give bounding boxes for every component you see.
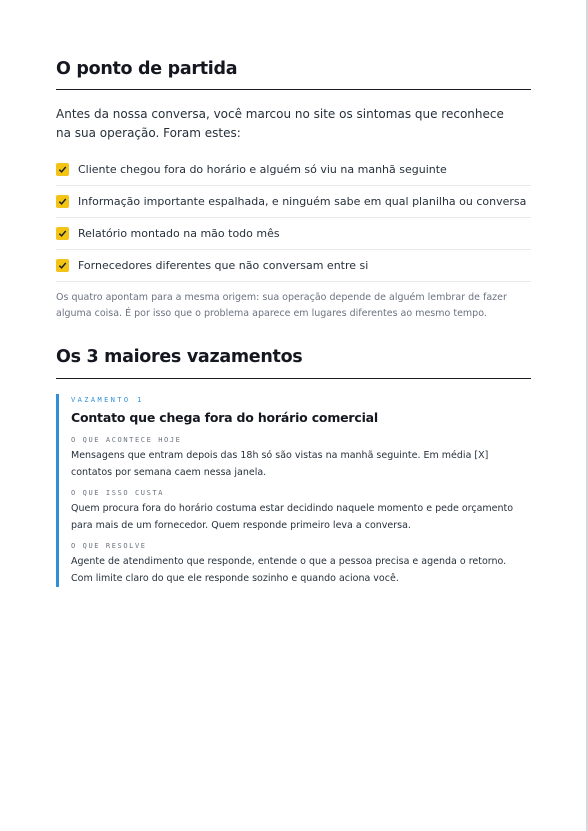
section-title-leaks: Os 3 maiores vazamentos bbox=[56, 347, 303, 367]
section-title-starting-point: O ponto de partida bbox=[56, 59, 238, 79]
checklist-item-label: Informação importante espalhada, e ninguém sabe em qual planilha ou conversa bbox=[78, 195, 527, 208]
cost-text: Quem procura fora do horário costuma estar decidindo naquele momento e pede orçamento para mais de um fornecedor. Quem responde primeiro leva a conversa. bbox=[71, 503, 514, 531]
checkmark-icon bbox=[56, 227, 69, 240]
leak-title: Contato que chega fora do horário comercial bbox=[71, 410, 379, 425]
checklist-item bbox=[56, 250, 531, 282]
checkmark-icon bbox=[56, 259, 69, 272]
checklist-item bbox=[56, 218, 531, 250]
leak-eyebrow: VAZAMENTO 1 bbox=[71, 396, 144, 404]
checkmark-icon bbox=[56, 163, 69, 176]
leak-card bbox=[56, 394, 527, 587]
checklist-item-label: Relatório montado na mão todo mês bbox=[78, 227, 280, 240]
checklist-item-label: Cliente chegou fora do horário e alguém só viu na manhã seguinte bbox=[78, 163, 447, 176]
checklist-item bbox=[56, 154, 531, 186]
what-happens-text: Mensagens que entram depois das 18h só são vistas na manhã seguinte. Em média [X] contatos por semana caem nessa janela. bbox=[71, 450, 489, 478]
intro-paragraph: Antes da nossa conversa, você marcou no site os sintomas que reconhece na sua operação. Foram estes: bbox=[56, 107, 504, 140]
checklist-item-label: Fornecedores diferentes que não conversam entre si bbox=[78, 259, 369, 272]
checklist-item bbox=[56, 186, 531, 218]
solution-text: Agente de atendimento que responde, entende o que a pessoa precisa e agenda o retorno. Com limite claro do que ele responde sozinho e quando aciona você. bbox=[71, 556, 507, 584]
section-divider bbox=[56, 378, 531, 379]
cost-label: O QUE ISSO CUSTA bbox=[71, 489, 165, 497]
summary-note: Os quatro apontam para a mesma origem: sua operação depende de alguém lembrar de fazer alguma coisa. É por isso que o problema aparece em lugares diferentes ao mesmo tempo. bbox=[56, 292, 507, 319]
solution-label: O QUE RESOLVE bbox=[71, 542, 147, 550]
what-happens-label: O QUE ACONTECE HOJE bbox=[71, 436, 182, 444]
section-divider bbox=[56, 89, 531, 90]
checkmark-icon bbox=[56, 195, 69, 208]
symptom-checklist bbox=[56, 154, 531, 282]
